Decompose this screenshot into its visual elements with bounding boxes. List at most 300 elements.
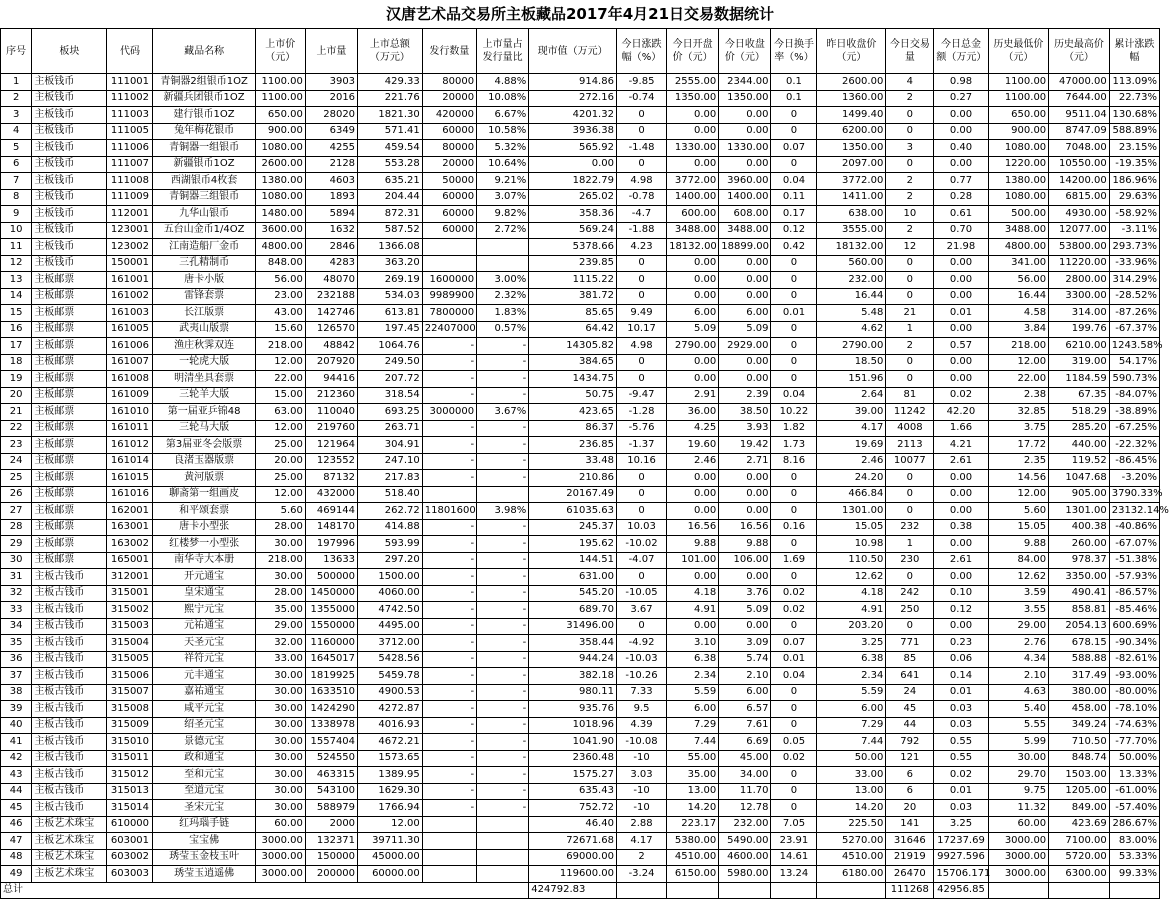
table-cell: 161011 — [107, 420, 153, 437]
table-cell: -74.63% — [1109, 717, 1159, 734]
table-cell: - — [477, 437, 529, 454]
table-cell: 14.56 — [988, 470, 1049, 487]
table-cell: 0 — [886, 272, 934, 289]
table-cell: 主板邮票 — [32, 470, 107, 487]
table-cell: 建行银币1OZ — [153, 107, 255, 124]
table-cell: 217.83 — [358, 470, 423, 487]
table-cell: 0.00 — [667, 354, 719, 371]
table-cell: 2 — [1, 90, 32, 107]
table-cell: 1064.76 — [358, 338, 423, 355]
table-row — [1, 503, 1160, 520]
table-cell: 2.39 — [719, 387, 771, 404]
table-cell: 113.09% — [1109, 74, 1159, 91]
table-cell: 293.73% — [1109, 239, 1159, 256]
table-cell: 7.44 — [817, 734, 886, 751]
table-row — [1, 404, 1160, 421]
table-row — [1, 569, 1160, 586]
table-cell: 11242 — [886, 404, 934, 421]
table-cell: 主板钱币 — [32, 140, 107, 157]
table-cell: 0.00 — [934, 503, 988, 520]
table-cell: 26470 — [886, 866, 934, 883]
table-cell: 12 — [1, 255, 32, 272]
table-cell: 18.50 — [817, 354, 886, 371]
table-cell: 主板古钱币 — [32, 618, 107, 635]
table-cell: 0.00 — [667, 486, 719, 503]
table-cell: 0.10 — [934, 585, 988, 602]
table-cell: 6300.00 — [1049, 866, 1110, 883]
table-cell: 553.28 — [358, 156, 423, 173]
table-cell: 1366.08 — [358, 239, 423, 256]
table-cell: 466.84 — [817, 486, 886, 503]
table-cell: 16.44 — [817, 288, 886, 305]
table-cell: 琇莹玉金枝玉叶 — [153, 849, 255, 866]
table-cell: 978.37 — [1049, 552, 1110, 569]
table-cell: 0.00 — [934, 371, 988, 388]
table-cell: 5.60 — [255, 503, 305, 520]
table-cell: 30.00 — [255, 536, 305, 553]
table-cell: 1400.00 — [719, 189, 771, 206]
table-cell: 423.69 — [1049, 816, 1110, 833]
table-row — [1, 585, 1160, 602]
table-cell — [422, 486, 476, 503]
table-cell: 130.68% — [1109, 107, 1159, 124]
table-cell: 4008 — [886, 420, 934, 437]
table-cell: 新疆兵团银币1OZ — [153, 90, 255, 107]
table-cell: 60000 — [422, 189, 476, 206]
table-cell: 0.01 — [771, 651, 817, 668]
table-cell: -77.70% — [1109, 734, 1159, 751]
table-cell: - — [477, 750, 529, 767]
table-cell: 25 — [1, 470, 32, 487]
table-cell: 0.00 — [719, 486, 771, 503]
table-row — [1, 272, 1160, 289]
table-row — [1, 618, 1160, 635]
table-cell: 30.00 — [255, 750, 305, 767]
table-cell: 1350.00 — [817, 140, 886, 157]
table-cell: 69000.00 — [529, 849, 617, 866]
table-cell: 主板艺术珠宝 — [32, 849, 107, 866]
table-cell: 0 — [886, 288, 934, 305]
table-cell: 0.57% — [477, 321, 529, 338]
total-cell — [667, 882, 719, 898]
table-cell: 1115.22 — [529, 272, 617, 289]
table-cell: -86.45% — [1109, 453, 1159, 470]
total-volume: 111268 — [886, 882, 934, 898]
table-cell: 207.72 — [358, 371, 423, 388]
table-cell: 0 — [771, 354, 817, 371]
table-cell: -9.47 — [616, 387, 666, 404]
table-cell: 19.42 — [719, 437, 771, 454]
table-cell: - — [477, 618, 529, 635]
table-cell: - — [422, 684, 476, 701]
table-cell: 主板艺术珠宝 — [32, 866, 107, 883]
table-cell: 752.72 — [529, 800, 617, 817]
table-cell: 1 — [1, 74, 32, 91]
table-cell: 9.75 — [988, 783, 1049, 800]
table-cell: - — [477, 800, 529, 817]
table-cell: 新疆银币1OZ — [153, 156, 255, 173]
table-cell: 423.65 — [529, 404, 617, 421]
table-cell: 33.00 — [817, 767, 886, 784]
table-cell: 161012 — [107, 437, 153, 454]
table-cell: -3.24 — [616, 866, 666, 883]
table-cell: -4.07 — [616, 552, 666, 569]
table-cell: 10550.00 — [1049, 156, 1110, 173]
table-row — [1, 536, 1160, 553]
table-row — [1, 338, 1160, 355]
table-cell: 1389.95 — [358, 767, 423, 784]
table-cell: 23132.14% — [1109, 503, 1159, 520]
table-cell: 41 — [1, 734, 32, 751]
table-cell: 44 — [886, 717, 934, 734]
table-cell: 主板古钱币 — [32, 569, 107, 586]
table-cell: -57.93% — [1109, 569, 1159, 586]
table-cell: 3903 — [305, 74, 357, 91]
table-cell: 144.51 — [529, 552, 617, 569]
table-cell: 0.00 — [667, 618, 719, 635]
table-cell: 2 — [886, 189, 934, 206]
table-cell: 47 — [1, 833, 32, 850]
table-cell: 60000 — [422, 123, 476, 140]
table-cell: 22407000 — [422, 321, 476, 338]
table-cell: 2 — [616, 849, 666, 866]
table-cell: 0.00 — [667, 503, 719, 520]
table-cell: 0.00 — [667, 272, 719, 289]
table-cell: 3.67 — [616, 602, 666, 619]
table-cell: -28.52% — [1109, 288, 1159, 305]
table-cell: 363.20 — [358, 255, 423, 272]
table-cell: 440.00 — [1049, 437, 1110, 454]
table-cell: 雷锋套票 — [153, 288, 255, 305]
table-cell: 101.00 — [667, 552, 719, 569]
table-cell: 0 — [771, 783, 817, 800]
table-cell: - — [477, 684, 529, 701]
column-header: 藏品名称 — [153, 29, 255, 74]
table-cell: 0 — [771, 255, 817, 272]
table-cell: 10077 — [886, 453, 934, 470]
table-row — [1, 354, 1160, 371]
table-cell: 0 — [771, 156, 817, 173]
table-cell: 212360 — [305, 387, 357, 404]
table-cell: 4283 — [305, 255, 357, 272]
column-header: 今日开盘价（元） — [667, 29, 719, 74]
table-cell: 121964 — [305, 437, 357, 454]
table-row — [1, 470, 1160, 487]
table-cell: 17 — [1, 338, 32, 355]
table-cell: 119.52 — [1049, 453, 1110, 470]
table-cell: 40 — [1, 717, 32, 734]
table-row — [1, 255, 1160, 272]
table-cell: 3.00% — [477, 272, 529, 289]
table-cell: 25.00 — [255, 470, 305, 487]
table-cell: 13.00 — [817, 783, 886, 800]
table-cell: 0.98 — [934, 74, 988, 91]
table-cell: 1100.00 — [988, 90, 1049, 107]
table-cell: 14 — [1, 288, 32, 305]
table-cell: 15.00 — [255, 387, 305, 404]
table-cell: 皇宋通宝 — [153, 585, 255, 602]
table-cell: 1633510 — [305, 684, 357, 701]
table-cell: 1184.59 — [1049, 371, 1110, 388]
table-cell: 13.33% — [1109, 767, 1159, 784]
table-cell: 0.00 — [719, 503, 771, 520]
table-cell: 0 — [771, 800, 817, 817]
table-cell: 1100.00 — [988, 74, 1049, 91]
table-cell: 34 — [1, 618, 32, 635]
table-cell: 2 — [886, 222, 934, 239]
table-cell: 6150.00 — [667, 866, 719, 883]
table-cell: -10.08 — [616, 734, 666, 751]
table-cell: 650.00 — [255, 107, 305, 124]
table-cell: -33.96% — [1109, 255, 1159, 272]
table-cell: 0.00 — [934, 470, 988, 487]
table-row — [1, 420, 1160, 437]
table-row — [1, 783, 1160, 800]
table-cell: 18132.00 — [817, 239, 886, 256]
table-cell: 31496.00 — [529, 618, 617, 635]
table-cell: 60000.00 — [358, 866, 423, 883]
table-cell: 5.09 — [719, 321, 771, 338]
table-cell: 9511.04 — [1049, 107, 1110, 124]
table-cell: 61035.63 — [529, 503, 617, 520]
table-cell: 39711.30 — [358, 833, 423, 850]
table-cell: 3772.00 — [817, 173, 886, 190]
table-cell: 23.15% — [1109, 140, 1159, 157]
table-cell: 1.66 — [934, 420, 988, 437]
table-cell: 0.00 — [719, 123, 771, 140]
table-cell: 4.98 — [616, 338, 666, 355]
table-cell: - — [477, 519, 529, 536]
total-market-value: 424792.83 — [529, 882, 617, 898]
table-cell — [477, 866, 529, 883]
table-cell: 至和元宝 — [153, 767, 255, 784]
column-header: 代码 — [107, 29, 153, 74]
table-cell: 4900.53 — [358, 684, 423, 701]
table-cell: 0.00 — [719, 272, 771, 289]
table-cell: 314.29% — [1109, 272, 1159, 289]
table-cell: 2.88 — [616, 816, 666, 833]
table-cell: 主板古钱币 — [32, 750, 107, 767]
table-cell: 25.00 — [255, 437, 305, 454]
table-cell: 7.05 — [771, 816, 817, 833]
table-cell: 42.20 — [934, 404, 988, 421]
table-cell: 200000 — [305, 866, 357, 883]
table-cell: 19.69 — [817, 437, 886, 454]
table-cell: 286.67% — [1109, 816, 1159, 833]
table-cell: 3.84 — [988, 321, 1049, 338]
table-cell: 4495.00 — [358, 618, 423, 635]
table-cell: 30.00 — [255, 569, 305, 586]
table-row — [1, 239, 1160, 256]
table-cell: 9.21% — [477, 173, 529, 190]
table-cell: 44 — [1, 783, 32, 800]
table-row — [1, 635, 1160, 652]
table-cell: 123002 — [107, 239, 153, 256]
table-cell: 聊斋第一组画皮 — [153, 486, 255, 503]
table-cell: 249.50 — [358, 354, 423, 371]
table-cell: 20000 — [422, 90, 476, 107]
table-cell: -4.7 — [616, 206, 666, 223]
table-cell: 0 — [616, 569, 666, 586]
table-cell: 1301.00 — [817, 503, 886, 520]
table-cell: 9.88 — [667, 536, 719, 553]
table-cell: 6 — [886, 783, 934, 800]
table-cell: 600.69% — [1109, 618, 1159, 635]
table-cell: 33 — [1, 602, 32, 619]
table-cell: 10.08% — [477, 90, 529, 107]
table-row — [1, 305, 1160, 322]
table-cell: 45 — [886, 701, 934, 718]
table-cell: 15 — [1, 305, 32, 322]
table-cell: 0.00 — [719, 470, 771, 487]
table-cell: 1330.00 — [667, 140, 719, 157]
table-cell: 2600.00 — [255, 156, 305, 173]
table-cell: -0.74 — [616, 90, 666, 107]
table-cell: 1575.27 — [529, 767, 617, 784]
table-cell: 6815.00 — [1049, 189, 1110, 206]
table-cell: 0 — [616, 470, 666, 487]
table-cell: 主板邮票 — [32, 305, 107, 322]
table-cell: 0 — [886, 354, 934, 371]
table-cell: 主板古钱币 — [32, 602, 107, 619]
table-cell: 5.48 — [817, 305, 886, 322]
table-cell: 569.24 — [529, 222, 617, 239]
column-header: 上市量占发行量比 — [477, 29, 529, 74]
table-cell: 2555.00 — [667, 74, 719, 91]
table-cell: 64.42 — [529, 321, 617, 338]
table-cell: 1550000 — [305, 618, 357, 635]
table-cell: 161003 — [107, 305, 153, 322]
table-cell: 11801600 — [422, 503, 476, 520]
table-cell: 232.00 — [719, 816, 771, 833]
table-cell: 0.55 — [934, 750, 988, 767]
table-cell: -19.35% — [1109, 156, 1159, 173]
table-cell: 30.00 — [255, 800, 305, 817]
table-cell: 11.32 — [988, 800, 1049, 817]
table-cell: -78.10% — [1109, 701, 1159, 718]
table-cell: 3712.00 — [358, 635, 423, 652]
table-cell: 黄河版票 — [153, 470, 255, 487]
table-cell: 0.00 — [934, 618, 988, 635]
table-cell: 151.96 — [817, 371, 886, 388]
table-cell: 429.33 — [358, 74, 423, 91]
table-cell: 3.98% — [477, 503, 529, 520]
table-cell: 0.00 — [719, 107, 771, 124]
table-cell: 358.44 — [529, 635, 617, 652]
table-cell: 主板邮票 — [32, 371, 107, 388]
table-cell: 382.18 — [529, 668, 617, 685]
table-cell: 269.19 — [358, 272, 423, 289]
table-cell: 39 — [1, 701, 32, 718]
table-cell: 12.62 — [988, 569, 1049, 586]
column-header: 板块 — [32, 29, 107, 74]
table-cell: 4.88% — [477, 74, 529, 91]
table-cell: 0 — [886, 470, 934, 487]
table-cell: - — [422, 519, 476, 536]
table-cell: 4603 — [305, 173, 357, 190]
table-cell: -10 — [616, 800, 666, 817]
table-cell: 3 — [1, 107, 32, 124]
table-cell: 315005 — [107, 651, 153, 668]
table-cell: 14.61 — [771, 849, 817, 866]
table-cell: 3350.00 — [1049, 569, 1110, 586]
column-header: 今日涨跌幅（%） — [616, 29, 666, 74]
table-cell: 0.06 — [934, 651, 988, 668]
table-cell: 48842 — [305, 338, 357, 355]
table-cell: 3000.00 — [255, 833, 305, 850]
table-cell: 0.00 — [934, 321, 988, 338]
page-title: 汉唐艺术品交易所主板藏品2017年4月21日交易数据统计 — [385, 5, 775, 23]
table-cell: 0.27 — [934, 90, 988, 107]
table-cell: - — [477, 371, 529, 388]
total-cell — [1049, 882, 1110, 898]
table-cell: 0 — [886, 371, 934, 388]
table-cell: 123001 — [107, 222, 153, 239]
table-cell: 0.07 — [771, 635, 817, 652]
table-cell: 8 — [1, 189, 32, 206]
table-cell: 900.00 — [988, 123, 1049, 140]
table-cell: 315004 — [107, 635, 153, 652]
table-cell: 0 — [616, 354, 666, 371]
table-cell: 0 — [771, 717, 817, 734]
column-header: 上市价（元） — [255, 29, 305, 74]
table-cell: 30.00 — [255, 734, 305, 751]
table-cell: 主板钱币 — [32, 239, 107, 256]
table-cell: 主板邮票 — [32, 288, 107, 305]
table-cell: 110.50 — [817, 552, 886, 569]
table-cell: 29.63% — [1109, 189, 1159, 206]
table-cell: 7.29 — [817, 717, 886, 734]
table-cell: -61.00% — [1109, 783, 1159, 800]
table-cell: 315011 — [107, 750, 153, 767]
table-cell: 792 — [886, 734, 934, 751]
table-cell: 48 — [1, 849, 32, 866]
table-cell: 青铜器三组银币 — [153, 189, 255, 206]
table-cell: 22.00 — [255, 371, 305, 388]
table-cell: 4.17 — [817, 420, 886, 437]
table-cell: 20.00 — [255, 453, 305, 470]
table-cell: -67.07% — [1109, 536, 1159, 553]
table-cell: 2800.00 — [1049, 272, 1110, 289]
table-cell: 3.09 — [719, 635, 771, 652]
table-cell: 1338978 — [305, 717, 357, 734]
table-cell: 20 — [886, 800, 934, 817]
table-cell: 262.72 — [358, 503, 423, 520]
table-cell: -9.85 — [616, 74, 666, 91]
table-cell: 849.00 — [1049, 800, 1110, 817]
table-cell: -85.46% — [1109, 602, 1159, 619]
table-cell: 咸平元宝 — [153, 701, 255, 718]
table-cell: 32 — [1, 585, 32, 602]
table-cell: 30.00 — [255, 783, 305, 800]
table-cell: 199.76 — [1049, 321, 1110, 338]
table-cell: 0.01 — [771, 305, 817, 322]
table-cell: 3000.00 — [988, 849, 1049, 866]
table-cell: 5.59 — [817, 684, 886, 701]
table-cell: 56.00 — [988, 272, 1049, 289]
table-cell: 7.29 — [667, 717, 719, 734]
table-cell: 红玛瑙手链 — [153, 816, 255, 833]
table-cell: 江南造船厂金币 — [153, 239, 255, 256]
total-amount: 42956.85 — [934, 882, 988, 898]
table-cell: 6180.00 — [817, 866, 886, 883]
table-cell: 490.41 — [1049, 585, 1110, 602]
table-cell: 12.62 — [817, 569, 886, 586]
table-cell: 16.44 — [988, 288, 1049, 305]
table-cell: 10.98 — [817, 536, 886, 553]
table-cell: 主板邮票 — [32, 552, 107, 569]
column-header: 现市值（万元） — [529, 29, 617, 74]
